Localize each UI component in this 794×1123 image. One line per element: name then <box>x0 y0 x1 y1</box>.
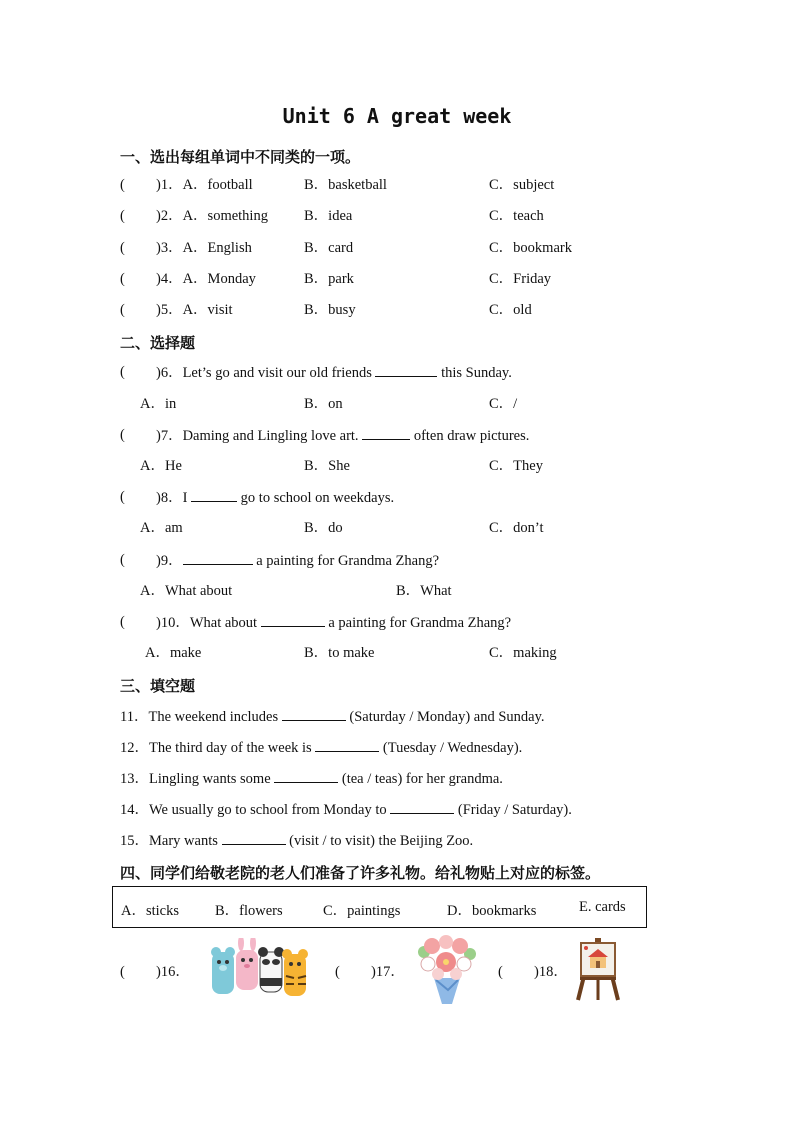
answer-blank[interactable] <box>375 362 437 377</box>
option-b: B．What <box>396 583 452 599</box>
question-stem: )7．Daming and Lingling love art. <box>156 428 359 444</box>
question-stem-end: (tea / teas) for her grandma. <box>341 771 503 787</box>
answer-blank[interactable] <box>222 830 286 845</box>
question-stem-end: (visit / to visit) the Beijing Zoo. <box>289 833 474 849</box>
painting-easel-icon <box>574 936 622 1002</box>
question-11 <box>120 706 545 726</box>
option-a: )2．A．something <box>156 208 268 224</box>
answer-paren: ( <box>120 427 125 443</box>
answer-paren: ( <box>335 964 340 980</box>
question-stem: 14．We usually go to school from Monday to <box>120 802 387 818</box>
option-c: C．subject <box>489 177 555 193</box>
question-stem-end: (Friday / Saturday). <box>457 802 572 818</box>
answer-blank[interactable] <box>261 612 325 627</box>
question-stem-end: a painting for Grandma Zhang? <box>328 615 512 631</box>
answer-blank[interactable] <box>191 487 237 502</box>
option-a: A．in <box>140 396 177 412</box>
answer-blank[interactable] <box>390 799 454 814</box>
question-15 <box>120 830 473 850</box>
page-title: Unit 6 A great week <box>282 104 512 128</box>
question-5 <box>0 300 794 320</box>
option-b: B．basketball <box>304 177 387 193</box>
question-3 <box>0 238 794 258</box>
question-6-text <box>156 362 512 383</box>
question-stem: 12．The third day of the week is <box>120 740 312 756</box>
answer-paren: ( <box>120 208 125 224</box>
answer-blank[interactable] <box>362 425 410 440</box>
question-stem: 13．Lingling wants some <box>120 771 271 787</box>
option-c: C．teach <box>489 208 544 224</box>
section-2-heading: 二、选择题 <box>120 334 196 352</box>
option-c: C．old <box>489 302 532 318</box>
option-c: C．making <box>489 645 557 661</box>
answer-blank[interactable] <box>315 737 379 752</box>
question-17-label: )17． <box>371 964 405 980</box>
answer-paren: ( <box>120 614 125 630</box>
question-stem-end: this Sunday. <box>441 365 512 381</box>
answer-paren: ( <box>120 964 125 980</box>
question-stem: )8．I <box>156 490 188 506</box>
question-7 <box>0 425 794 445</box>
question-6-options <box>0 394 794 414</box>
option-c: C．/ <box>489 396 518 412</box>
answer-blank[interactable] <box>183 550 253 565</box>
option-c: C．They <box>489 458 543 474</box>
option-b: B．on <box>304 396 343 412</box>
answer-paren: ( <box>120 364 125 380</box>
option-b: B．card <box>304 240 354 256</box>
option-b: B．park <box>304 271 354 287</box>
question-9-options <box>0 581 794 601</box>
question-10-text <box>156 612 511 633</box>
question-9-text <box>156 550 439 571</box>
option-a: A．make <box>145 645 202 661</box>
option-cards: E. cards <box>579 899 626 915</box>
answer-paren: ( <box>498 964 503 980</box>
question-stem: )9． <box>156 553 183 569</box>
answer-blank[interactable] <box>282 706 346 721</box>
option-b: B．She <box>304 458 350 474</box>
question-stem-end: go to school on weekdays. <box>240 490 395 506</box>
option-a: A．He <box>140 458 182 474</box>
question-7-text <box>156 425 529 446</box>
question-stem: 15．Mary wants <box>120 833 218 849</box>
question-16-label: )16． <box>156 964 190 980</box>
option-c: C．Friday <box>489 271 552 287</box>
option-c: C．don’t <box>489 520 544 536</box>
question-stem: 11．The weekend includes <box>120 709 279 725</box>
option-flowers: B．flowers <box>215 903 283 919</box>
question-8 <box>0 487 794 507</box>
option-sticks: A．sticks <box>121 903 179 919</box>
options-box <box>112 886 647 928</box>
option-a: )1．A．football <box>156 177 253 193</box>
option-b: B．busy <box>304 302 356 318</box>
question-4 <box>0 269 794 289</box>
animal-bookmarks-icon <box>206 938 312 1002</box>
answer-paren: ( <box>120 240 125 256</box>
option-a: )5．A．visit <box>156 302 233 318</box>
answer-paren: ( <box>120 177 125 193</box>
question-6 <box>0 362 794 382</box>
option-paintings: C．paintings <box>323 903 401 919</box>
question-14 <box>120 799 572 819</box>
question-10 <box>0 612 794 632</box>
section-3-heading: 三、填空题 <box>120 677 196 695</box>
question-10-options <box>0 643 794 663</box>
option-a: A．am <box>140 520 183 536</box>
question-stem: )10．What about <box>156 615 258 631</box>
answer-paren: ( <box>120 489 125 505</box>
question-2 <box>0 206 794 226</box>
option-bookmarks: D．bookmarks <box>447 903 537 919</box>
answer-paren: ( <box>120 302 125 318</box>
option-a: )3．A．English <box>156 240 252 256</box>
question-12 <box>120 737 522 757</box>
answer-blank[interactable] <box>274 768 338 783</box>
question-8-text <box>156 487 394 508</box>
flower-bouquet-icon <box>412 934 482 1006</box>
option-a: )4．A．Monday <box>156 271 256 287</box>
section-4-heading: 四、同学们给敬老院的老人们准备了许多礼物。给礼物贴上对应的标签。 <box>120 864 601 882</box>
answer-paren: ( <box>120 271 125 287</box>
question-1 <box>0 175 794 195</box>
question-18-label: )18． <box>534 964 568 980</box>
question-9 <box>0 550 794 570</box>
option-b: B．do <box>304 520 343 536</box>
answer-paren: ( <box>120 552 125 568</box>
question-7-options <box>0 456 794 476</box>
question-stem: )6．Let’s go and visit our old friends <box>156 365 372 381</box>
option-c: C．bookmark <box>489 240 572 256</box>
option-a: A．What about <box>140 583 233 599</box>
section-1-heading: 一、选出每组单词中不同类的一项。 <box>120 148 361 166</box>
question-stem-end: (Tuesday / Wednesday). <box>382 740 523 756</box>
option-b: B．to make <box>304 645 375 661</box>
question-stem-end: a painting for Grandma Zhang? <box>256 553 440 569</box>
question-stem-end: (Saturday / Monday) and Sunday. <box>349 709 545 725</box>
question-8-options <box>0 518 794 538</box>
question-13 <box>120 768 503 788</box>
option-b: B．idea <box>304 208 353 224</box>
question-stem-end: often draw pictures. <box>413 428 530 444</box>
